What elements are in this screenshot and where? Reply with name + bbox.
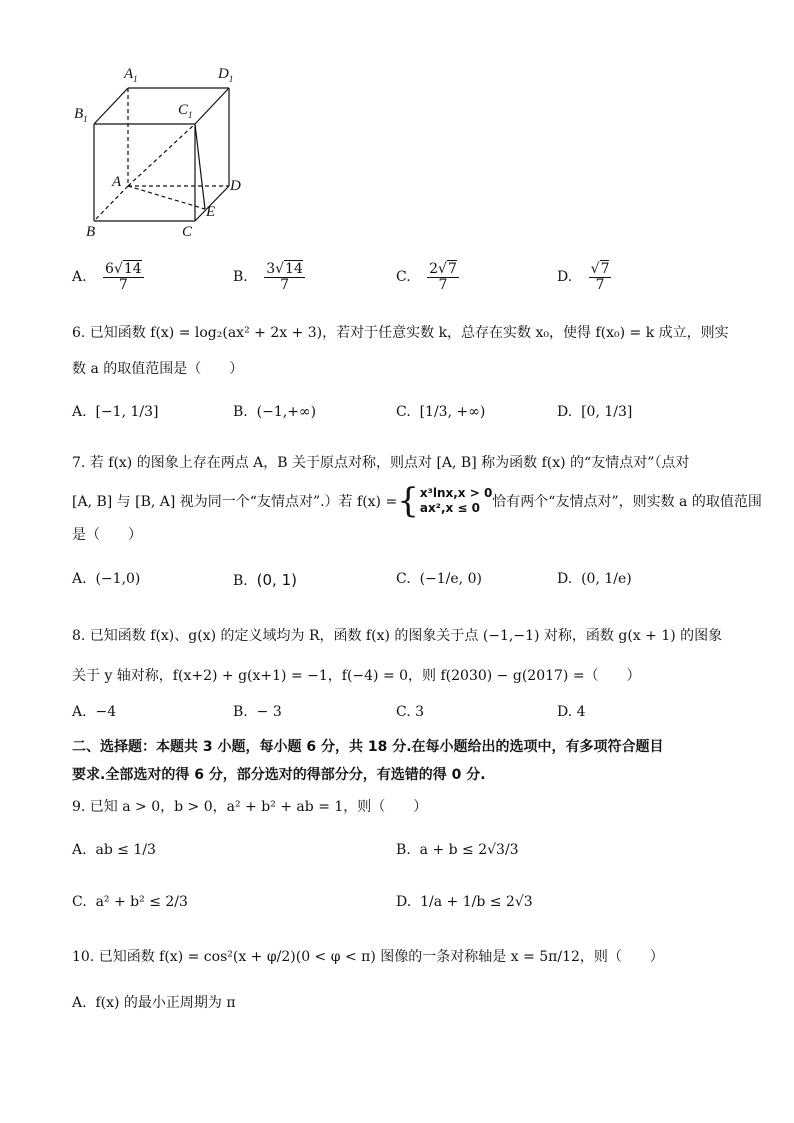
option-text: a + b ≤ 2√3/3 bbox=[419, 842, 519, 858]
option-letter: D. bbox=[557, 269, 573, 286]
option-text: (0, 1) bbox=[256, 571, 297, 589]
q9-option-c[interactable]: C. a² + b² ≤ 2/3 bbox=[72, 894, 188, 910]
option-text: 1/a + 1/b ≤ 2√3 bbox=[420, 894, 533, 910]
label-b1: $B_1$ bbox=[74, 106, 88, 124]
option-text: [−1, 1/3] bbox=[95, 404, 159, 420]
option-letter: C. bbox=[396, 269, 411, 286]
label-b: B bbox=[86, 224, 96, 240]
q5-option-d[interactable]: D. $\frac{√7}{7}$ bbox=[557, 261, 610, 293]
option-text: a² + b² ≤ 2/3 bbox=[95, 894, 188, 910]
q8-option-c[interactable]: C. 3 bbox=[396, 704, 425, 720]
q6-option-b[interactable]: B. (−1,+∞) bbox=[233, 404, 317, 420]
q6-option-d[interactable]: D. [0, 1/3] bbox=[557, 404, 633, 420]
option-letter: A. bbox=[72, 269, 87, 286]
q7-stem-line1: 7. 若 f(x) 的图象上存在两点 A，B 关于原点对称，则点对 [A, B] 称为函数 f(x) 的“友情点对”（点对 bbox=[72, 455, 690, 471]
q9-option-b[interactable]: B. a + b ≤ 2√3/3 bbox=[396, 842, 519, 858]
q8-option-a[interactable]: A. −4 bbox=[72, 704, 117, 720]
q8-stem-line1: 8. 已知函数 f(x)、g(x) 的定义域均为 R，函数 f(x) 的图象关于点 (−1,−1) 对称，函数 g(x + 1) 的图象 bbox=[72, 628, 723, 644]
piecewise-cases: x³lnx,x > 0 ax²,x ≤ 0 bbox=[419, 486, 493, 515]
label-c1: $C_1$ bbox=[178, 102, 193, 120]
q6-option-a[interactable]: A. [−1, 1/3] bbox=[72, 404, 159, 420]
option-text: [0, 1/3] bbox=[581, 404, 633, 420]
option-text: 4 bbox=[576, 704, 586, 720]
option-text: [1/3, +∞) bbox=[419, 404, 486, 420]
q7-option-a[interactable]: A. (−1,0) bbox=[72, 571, 141, 587]
option-text: (−1,0) bbox=[95, 571, 141, 587]
label-d: D bbox=[230, 178, 241, 194]
option-text: −4 bbox=[95, 704, 117, 720]
option-text: ab ≤ 1/3 bbox=[95, 842, 156, 858]
q7-option-b[interactable]: B. (0, 1) bbox=[233, 571, 297, 589]
piecewise-brace: { bbox=[397, 481, 419, 521]
option-text: f(x) 的最小正周期为 π bbox=[95, 995, 236, 1011]
label-e: E bbox=[206, 204, 216, 220]
q5-option-b[interactable]: B. $\frac{3√14}{7}$ bbox=[233, 261, 303, 293]
q10-option-a[interactable]: A. f(x) 的最小正周期为 π bbox=[72, 995, 236, 1011]
q9-option-d[interactable]: D. 1/a + 1/b ≤ 2√3 bbox=[396, 894, 533, 910]
label-a: A bbox=[112, 174, 122, 190]
q8-stem-line2: 关于 y 轴对称，f(x+2) + g(x+1) = −1，f(−4) = 0，则 f(2030) − g(2017) =（ ） bbox=[72, 668, 641, 684]
section2-heading-line1: 二、选择题：本题共 3 小题，每小题 6 分，共 18 分.在每小题给出的选项中，有多项符合题目 bbox=[72, 739, 664, 755]
option-letter: B. bbox=[233, 269, 248, 286]
label-c: C bbox=[182, 224, 193, 240]
q5-option-a[interactable]: A. $\frac{6√14}{7}$ bbox=[72, 261, 142, 293]
q7-option-d[interactable]: D. (0, 1/e) bbox=[557, 571, 632, 587]
q6-stem-line2: 数 a 的取值范围是（ ） bbox=[72, 361, 244, 377]
q5-option-c[interactable]: C. $\frac{2√7}{7}$ bbox=[396, 261, 457, 293]
cube-figure bbox=[70, 66, 250, 246]
option-text: (−1/e, 0) bbox=[419, 571, 482, 587]
option-text: − 3 bbox=[256, 704, 282, 720]
q9-stem: 9. 已知 a > 0，b > 0，a² + b² + ab = 1，则（ ） bbox=[72, 799, 428, 815]
section2-heading-line2: 要求.全部选对的得 6 分，部分选对的得部分分，有选错的得 0 分. bbox=[72, 767, 486, 783]
q7-stem-line3: 是（ ） bbox=[72, 527, 142, 543]
label-a1: $A_1$ bbox=[124, 66, 138, 84]
option-text: 3 bbox=[415, 704, 425, 720]
label-d1: $D_1$ bbox=[218, 66, 234, 84]
q7-stem-line2: [A, B] 与 [B, A] 视为同一个“友情点对”.）若 f(x) = { x³lnx,x > 0 ax²,x ≤ 0 恰有两个“友情点对”，则实数 a 的取值范围 bbox=[72, 481, 762, 521]
q8-option-d[interactable]: D. 4 bbox=[557, 704, 586, 720]
q7-option-c[interactable]: C. (−1/e, 0) bbox=[396, 571, 482, 587]
q10-stem: 10. 已知函数 f(x) = cos²(x + φ/2)(0 < φ < π) 图像的一条对称轴是 x = 5π/12，则（ ） bbox=[72, 949, 664, 965]
q6-option-c[interactable]: C. [1/3, +∞) bbox=[396, 404, 486, 420]
option-text: (−1,+∞) bbox=[256, 404, 317, 420]
q9-option-a[interactable]: A. ab ≤ 1/3 bbox=[72, 842, 156, 858]
q6-stem-line1: 6. 已知函数 f(x) = log₂(ax² + 2x + 3)，若对于任意实数 k，总存在实数 x₀，使得 f(x₀) = k 成立，则实 bbox=[72, 325, 729, 341]
q8-option-b[interactable]: B. − 3 bbox=[233, 704, 282, 720]
option-text: (0, 1/e) bbox=[581, 571, 632, 587]
